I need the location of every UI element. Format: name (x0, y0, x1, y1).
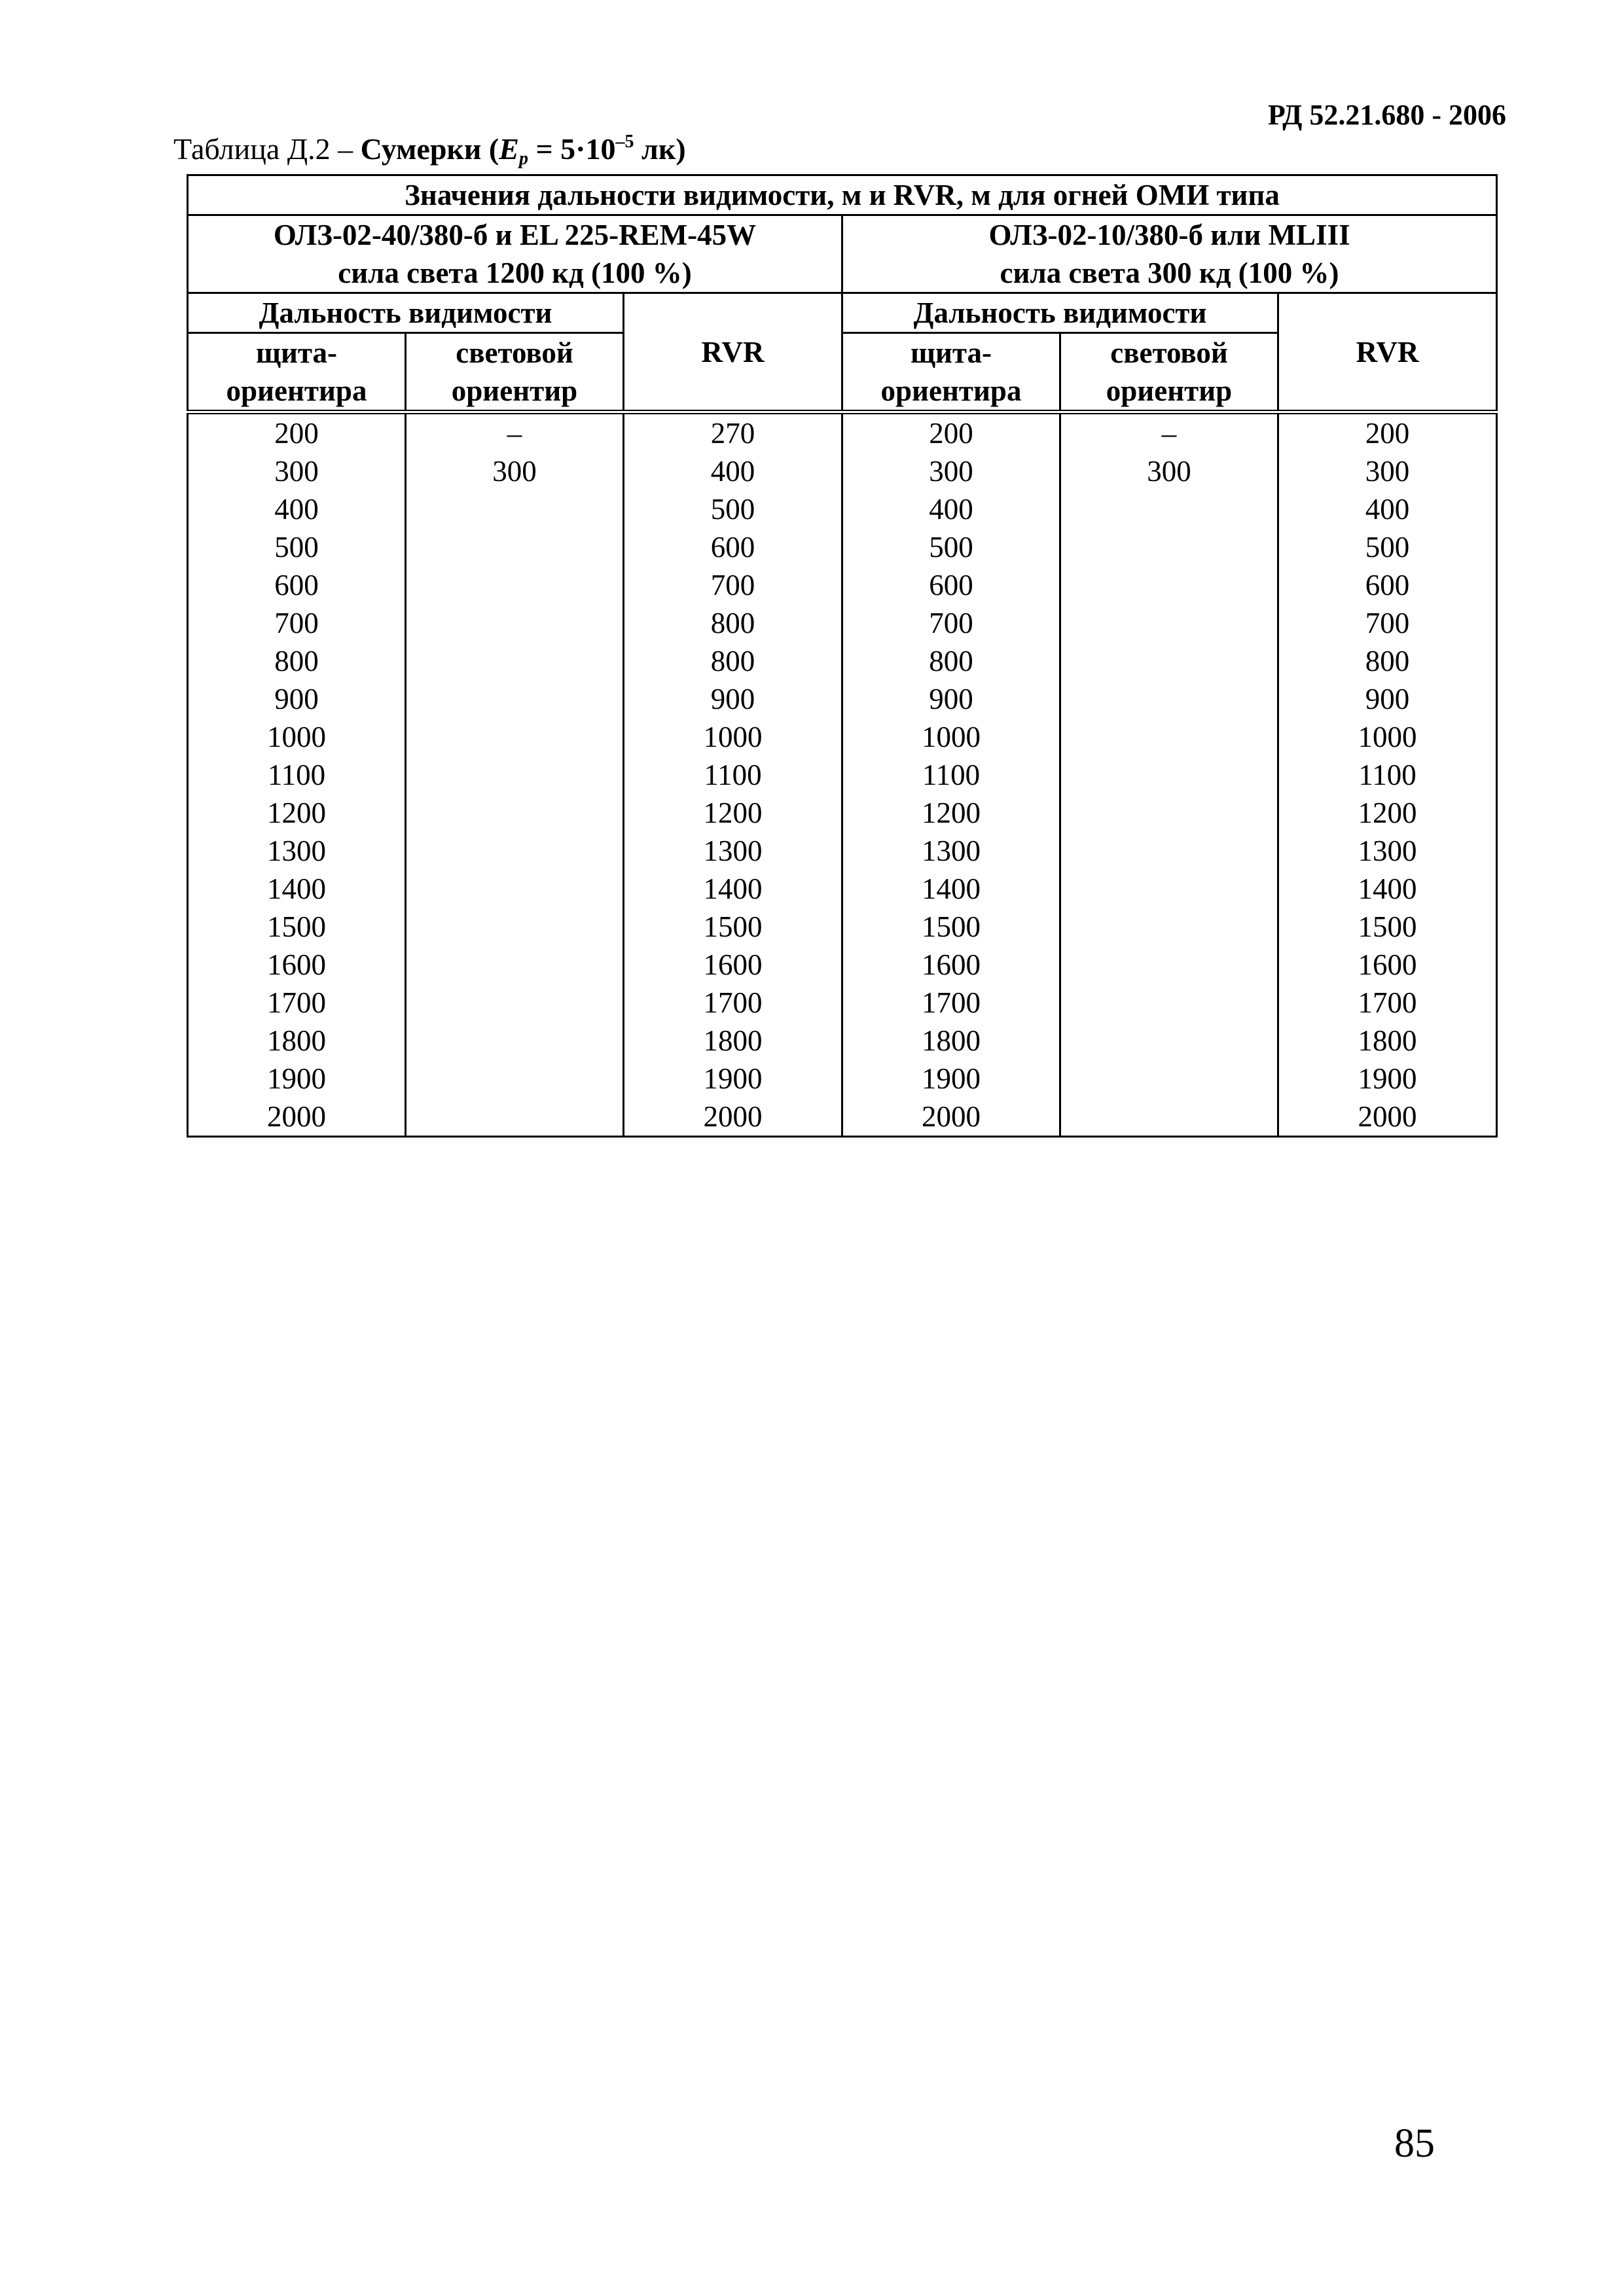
table-cell: 1100 (1278, 756, 1497, 794)
table-cell: – (406, 412, 624, 453)
table-row (188, 832, 1497, 870)
table-row (188, 1060, 1497, 1098)
table-row (188, 908, 1497, 946)
table-cell (406, 566, 624, 604)
table-cell: 1100 (188, 756, 406, 794)
table-cell: 600 (188, 566, 406, 604)
board-column-header-left: щита- ориентира (188, 333, 406, 412)
table-cell: 1800 (188, 1022, 406, 1060)
table-cell (1060, 718, 1278, 756)
table-cell: 500 (624, 490, 842, 528)
table-cell: 1700 (188, 984, 406, 1022)
table-cell: 900 (188, 680, 406, 718)
table-cell: 1900 (1278, 1060, 1497, 1098)
table-row (188, 1098, 1497, 1137)
table-cell: 700 (624, 566, 842, 604)
table-cell (1060, 566, 1278, 604)
document-code: РД 52.21.680 - 2006 (1267, 99, 1506, 131)
table-cell (1060, 794, 1278, 832)
table-cell (1060, 604, 1278, 642)
light-column-header-left: световой ориентир (406, 333, 624, 412)
visibility-table (187, 174, 1498, 1138)
table-row (188, 528, 1497, 566)
table-cell: 1700 (842, 984, 1060, 1022)
table-row (188, 756, 1497, 794)
table-cell: 200 (842, 412, 1060, 453)
table-cell: 1500 (624, 908, 842, 946)
table-cell: 1400 (624, 870, 842, 908)
table-cell: 1400 (188, 870, 406, 908)
table-cell: 1900 (188, 1060, 406, 1098)
table-row (188, 680, 1497, 718)
table-cell: 1200 (624, 794, 842, 832)
table-cell (406, 490, 624, 528)
table-cell: 1200 (842, 794, 1060, 832)
table-row (188, 452, 1497, 490)
table-cell: 800 (624, 604, 842, 642)
table-cell: 1400 (1278, 870, 1497, 908)
table-cell: 2000 (624, 1098, 842, 1137)
table-cell (1060, 1098, 1278, 1137)
table-main-header: Значения дальности видимости, м и RVR, м для огней ОМИ типа (188, 175, 1497, 215)
rvr-header-left: RVR (624, 293, 842, 412)
table-cell: 1800 (624, 1022, 842, 1060)
table-cell: 400 (1278, 490, 1497, 528)
table-cell: 1000 (842, 718, 1060, 756)
table-row (188, 984, 1497, 1022)
table-cell: 1000 (188, 718, 406, 756)
table-cell: 300 (1060, 452, 1278, 490)
caption-title: Сумерки ($E_p = 5\cdot 10^{-5}$ лк) (360, 132, 686, 169)
table-cell: 1700 (624, 984, 842, 1022)
table-cell: 1500 (842, 908, 1060, 946)
table-cell: 2000 (188, 1098, 406, 1137)
table-cell: 300 (406, 452, 624, 490)
table-row (188, 642, 1497, 680)
table-cell: 1900 (624, 1060, 842, 1098)
table-cell: 600 (1278, 566, 1497, 604)
page-number: 85 (1394, 2121, 1435, 2166)
table-row (188, 870, 1497, 908)
table-cell (406, 832, 624, 870)
table-cell: 800 (842, 642, 1060, 680)
table-cell: 1600 (1278, 946, 1497, 984)
table-cell: 500 (188, 528, 406, 566)
table-cell: 300 (842, 452, 1060, 490)
rvr-header-right: RVR (1278, 293, 1497, 412)
table-cell: 2000 (1278, 1098, 1497, 1137)
table-cell: 1600 (188, 946, 406, 984)
table-row (188, 566, 1497, 604)
table-cell (406, 946, 624, 984)
table-cell: 500 (842, 528, 1060, 566)
table-cell (1060, 946, 1278, 984)
table-cell (1060, 984, 1278, 1022)
table-cell: 2000 (842, 1098, 1060, 1137)
table-cell (1060, 832, 1278, 870)
table-cell (406, 642, 624, 680)
table-cell (406, 756, 624, 794)
table-cell (406, 984, 624, 1022)
table-cell: 900 (1278, 680, 1497, 718)
table-cell: 300 (1278, 452, 1497, 490)
table-cell (406, 1022, 624, 1060)
table-cell: 800 (188, 642, 406, 680)
table-cell (1060, 1022, 1278, 1060)
table-cell: 1600 (842, 946, 1060, 984)
table-cell: 800 (624, 642, 842, 680)
table-cell (1060, 1060, 1278, 1098)
visibility-header-right: Дальность видимости (842, 293, 1278, 333)
table-cell (406, 528, 624, 566)
table-cell: 1800 (842, 1022, 1060, 1060)
table-cell: – (1060, 412, 1278, 453)
table-cell: 500 (1278, 528, 1497, 566)
table-cell (1060, 908, 1278, 946)
table-cell (1060, 528, 1278, 566)
table-cell: 300 (188, 452, 406, 490)
table-cell: 900 (624, 680, 842, 718)
table-cell: 1000 (624, 718, 842, 756)
table-cell (406, 718, 624, 756)
table-cell: 200 (1278, 412, 1497, 453)
table-cell: 1300 (842, 832, 1060, 870)
table-cell: 700 (188, 604, 406, 642)
table-cell: 1200 (1278, 794, 1497, 832)
table-cell (406, 870, 624, 908)
table-cell: 200 (188, 412, 406, 453)
table-cell (406, 604, 624, 642)
table-cell: 1600 (624, 946, 842, 984)
table-cell: 400 (842, 490, 1060, 528)
table-cell (1060, 642, 1278, 680)
table-cell: 270 (624, 412, 842, 453)
table-row (188, 1022, 1497, 1060)
board-column-header-right: щита- ориентира (842, 333, 1060, 412)
table-cell (1060, 490, 1278, 528)
table-cell (406, 908, 624, 946)
table-caption (173, 132, 686, 170)
table-cell: 1800 (1278, 1022, 1497, 1060)
table-cell: 1200 (188, 794, 406, 832)
table-cell: 800 (1278, 642, 1497, 680)
table-cell (406, 794, 624, 832)
table-row (188, 490, 1497, 528)
table-row (188, 604, 1497, 642)
table-cell: 900 (842, 680, 1060, 718)
table-cell: 1500 (188, 908, 406, 946)
table-cell: 400 (624, 452, 842, 490)
table-cell: 1300 (1278, 832, 1497, 870)
table-body (188, 412, 1497, 1137)
table-cell (1060, 870, 1278, 908)
table-cell: 700 (842, 604, 1060, 642)
light-column-header-right: световой ориентир (1060, 333, 1278, 412)
table-cell: 1700 (1278, 984, 1497, 1022)
table-cell: 1100 (624, 756, 842, 794)
table-cell: 1400 (842, 870, 1060, 908)
table-cell: 1300 (624, 832, 842, 870)
table-cell: 700 (1278, 604, 1497, 642)
table-cell: 600 (624, 528, 842, 566)
table-cell: 1000 (1278, 718, 1497, 756)
table-cell (1060, 756, 1278, 794)
table-row (188, 412, 1497, 453)
table-cell: 1100 (842, 756, 1060, 794)
table-cell: 400 (188, 490, 406, 528)
table-cell (406, 680, 624, 718)
table-cell (406, 1098, 624, 1137)
table-row (188, 794, 1497, 832)
table-cell (406, 1060, 624, 1098)
table-cell: 1500 (1278, 908, 1497, 946)
table-cell: 600 (842, 566, 1060, 604)
table-row (188, 946, 1497, 984)
visibility-header-left: Дальность видимости (188, 293, 624, 333)
table-cell: 1900 (842, 1060, 1060, 1098)
group2-header: ОЛЗ-02-10/380-б или MLIII сила света 300 кд (100 %) (842, 215, 1497, 293)
group1-header: ОЛЗ-02-40/380-б и EL 225-REM-45W сила света 1200 кд (100 %) (188, 215, 842, 293)
table-row (188, 718, 1497, 756)
caption-prefix: Таблица Д.2 – (173, 132, 361, 166)
table-cell: 1300 (188, 832, 406, 870)
table-cell (1060, 680, 1278, 718)
